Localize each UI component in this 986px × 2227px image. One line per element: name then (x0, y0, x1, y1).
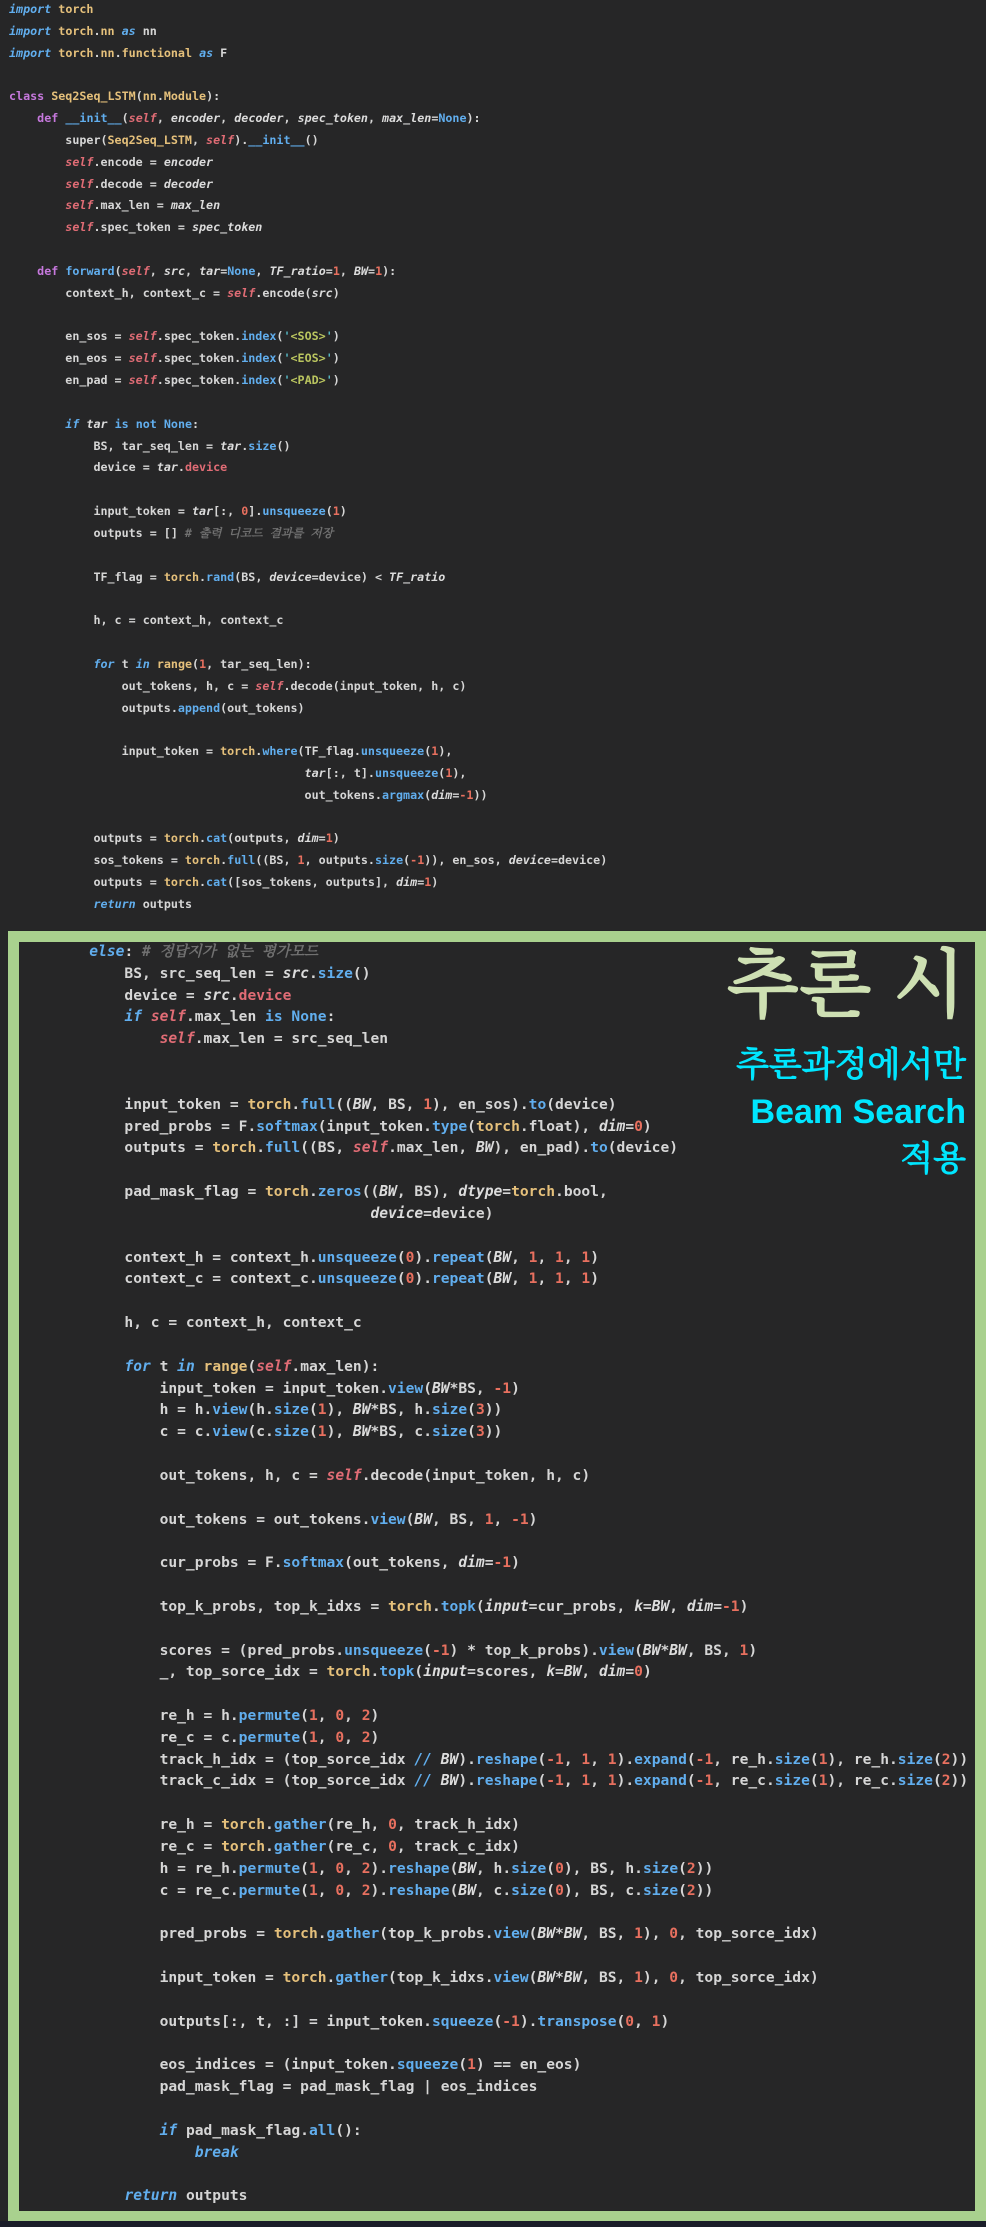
code-line: self.spec_token = spec_token (65, 220, 263, 235)
code-line: import torch.nn as nn (9, 23, 157, 38)
code-line: super(Seq2Seq_LSTM, self).__init__() (9, 132, 319, 147)
code-line: outputs = torch.cat([sos_tokens, outputs], dim=1) (9, 875, 439, 890)
code-line: BS, src_seq_len = src.size() (19, 964, 371, 982)
code-line: re_h = h.permute(1, 0, 2) (19, 1706, 380, 1724)
code-line: cur_probs = F.softmax(out_tokens, dim=-1) (19, 1554, 520, 1572)
code-line: en_eos = self.spec_token.index('<EOS>') (9, 351, 340, 366)
code-line (9, 479, 607, 501)
code-line: BS, tar_seq_len = tar.size() (9, 438, 291, 453)
code-line: input_token = input_token.view(BW*BS, -1) (19, 1379, 520, 1397)
code-editor-main (9, 0, 607, 916)
code-line: if tar is not None: (65, 416, 200, 431)
code-line (19, 1574, 975, 1596)
code-line: self.encode = encoder (65, 154, 214, 169)
code-line: track_c_idx = (top_sorce_idx // BW).reshape(-1, 1, 1).expand(-1, re_c.size(1), re_c.size(2)) (19, 1772, 969, 1790)
code-line (19, 2098, 975, 2120)
code-line: return outputs (124, 2187, 248, 2205)
code-line (19, 1683, 975, 1705)
code-line: h, c = context_h, context_c (19, 1314, 362, 1332)
overlay-subtitle-line-3: 적용 (900, 1140, 966, 1178)
code-line: input_token = tar[:, 0].unsqueeze(1) (9, 504, 347, 519)
code-line: for t in range(1, tar_seq_len): (93, 656, 312, 671)
code-line: out_tokens, h, c = self.decode(input_token, h, c) (9, 678, 467, 693)
code-line: outputs = torch.cat(outputs, dim=1) (9, 831, 340, 846)
code-line (19, 1945, 975, 1967)
code-line (9, 64, 607, 86)
code-line: input_token = torch.full((BW, BS, 1), en_sos).to(device) (19, 1095, 617, 1113)
code-line: track_h_idx = (top_sorce_idx // BW).reshape(-1, 1, 1).expand(-1, re_h.size(1), re_h.size(2)) (19, 1750, 969, 1768)
code-line: TF_flag = torch.rand(BS, device=device) < TF_ratio (9, 569, 446, 584)
code-line: context_c = context_c.unsqueeze(0).repeat(BW, 1, 1, 1) (19, 1270, 599, 1288)
code-line: device=device) (370, 1204, 494, 1222)
code-line (19, 1443, 975, 1465)
code-line (19, 1530, 975, 1552)
code-line: scores = (pred_probs.unsqueeze(-1) * top_k_probs).view(BW*BW, BS, 1) (19, 1641, 758, 1659)
code-line: en_sos = self.spec_token.index('<SOS>') (9, 329, 340, 344)
code-line: outputs.append(out_tokens) (9, 700, 305, 715)
code-line: sos_tokens = torch.full((BS, 1, outputs.size(-1)), en_sos, device=device) (9, 853, 608, 868)
code-line: re_c = torch.gather(re_c, 0, track_c_idx) (19, 1837, 520, 1855)
code-line: c = re_c.permute(1, 0, 2).reshape(BW, c.size(0), BS, c.size(2)) (19, 1881, 714, 1899)
code-line (19, 1487, 975, 1509)
bottom-strip-divider (0, 2221, 986, 2227)
code-line: self.decode = decoder (65, 176, 214, 191)
code-line: if pad_mask_flag.all(): (159, 2121, 362, 2139)
code-line: out_tokens = out_tokens.view(BW, BS, 1, -1) (19, 1510, 538, 1528)
code-line: pad_mask_flag = torch.zeros((BW, BS), dtype=torch.bool, (19, 1183, 608, 1201)
overlay-title: 추론 시 (726, 943, 966, 1026)
code-line: outputs = [] # 출력 디코드 결과를 저장 (9, 525, 334, 540)
code-line: if self.max_len is None: (124, 1008, 336, 1026)
code-line: pred_probs = F.softmax(input_token.type(torch.float), dim=0) (19, 1117, 652, 1135)
code-line: class Seq2Seq_LSTM(nn.Module): (9, 89, 221, 104)
code-line (19, 1618, 975, 1640)
code-line: self.max_len = max_len (65, 198, 221, 213)
overlay-subtitle (736, 1042, 966, 1183)
code-line (19, 1290, 975, 1312)
code-line (9, 807, 607, 829)
code-line: re_c = c.permute(1, 0, 2) (19, 1728, 380, 1746)
code-line (19, 1989, 975, 2011)
code-line (9, 545, 607, 567)
code-line: out_tokens.argmax(dim=-1)) (9, 787, 488, 802)
code-line: input_token = torch.where(TF_flag.unsqueeze(1), (9, 744, 453, 759)
code-line (9, 588, 607, 610)
code-line: tar[:, t].unsqueeze(1), (304, 765, 467, 780)
code-line: eos_indices = (input_token.squeeze(1) == en_eos) (19, 2056, 582, 2074)
overlay-subtitle-line-2: Beam Search (750, 1093, 966, 1131)
code-line: break (194, 2143, 239, 2161)
code-line (19, 2163, 975, 2185)
code-line: outputs[:, t, :] = input_token.squeeze(-1).transpose(0, 1) (19, 2012, 670, 2030)
code-line (19, 1901, 975, 1923)
code-line: pad_mask_flag = pad_mask_flag | eos_indices (19, 2078, 538, 2096)
code-line: top_k_probs, top_k_idxs = torch.topk(input=cur_probs, k=BW, dim=-1) (19, 1597, 749, 1615)
code-line: input_token = torch.gather(top_k_idxs.view(BW*BW, BS, 1), 0, top_sorce_idx) (19, 1968, 819, 1986)
code-line: h, c = context_h, context_c (9, 613, 284, 628)
code-line: device = src.device (19, 986, 292, 1004)
code-line: else: # 정답지가 없는 평가모드 (89, 943, 319, 960)
code-line (19, 1792, 975, 1814)
code-line (9, 392, 607, 414)
code-line: _, top_sorce_idx = torch.topk(input=scores, k=BW, dim=0) (19, 1663, 652, 1681)
code-line: return outputs (93, 896, 192, 911)
code-line (9, 632, 607, 654)
code-line: re_h = torch.gather(re_h, 0, track_h_idx) (19, 1816, 520, 1834)
code-line: def forward(self, src, tar=None, TF_ratio=1, BW=1): (37, 263, 397, 278)
code-line: pred_probs = torch.gather(top_k_probs.view(BW*BW, BS, 1), 0, top_sorce_idx) (19, 1925, 819, 1943)
code-line: en_pad = self.spec_token.index('<PAD>') (9, 373, 340, 388)
code-line: c = c.view(c.size(1), BW*BS, c.size(3)) (19, 1423, 503, 1441)
code-line: outputs = torch.full((BS, self.max_len, BW), en_pad).to(device) (19, 1139, 679, 1157)
code-line: context_h, context_c = self.encode(src) (9, 285, 340, 300)
code-line: import torch.nn.functional as F (9, 45, 228, 60)
code-line: out_tokens, h, c = self.decode(input_token, h, c) (19, 1466, 591, 1484)
code-line (9, 239, 607, 261)
code-line: import torch (9, 2, 94, 16)
overlay-subtitle-line-1: 추론과정에서만 (736, 1046, 966, 1084)
code-line (9, 305, 607, 327)
code-line: h = h.view(h.size(1), BW*BS, h.size(3)) (19, 1401, 503, 1419)
code-line: self.max_len = src_seq_len (159, 1030, 389, 1048)
code-line: for t in range(self.max_len): (124, 1357, 380, 1375)
code-line: def __init__(self, encoder, decoder, spec_token, max_len=None): (37, 111, 481, 126)
code-line: h = re_h.permute(1, 0, 2).reshape(BW, h.size(0), BS, h.size(2)) (19, 1859, 714, 1877)
code-line: device = tar.device (9, 460, 228, 475)
code-line: context_h = context_h.unsqueeze(0).repeat(BW, 1, 1, 1) (19, 1248, 599, 1266)
code-line (9, 719, 607, 741)
code-line (19, 1225, 975, 1247)
code-line (19, 1334, 975, 1356)
code-line (19, 2032, 975, 2054)
